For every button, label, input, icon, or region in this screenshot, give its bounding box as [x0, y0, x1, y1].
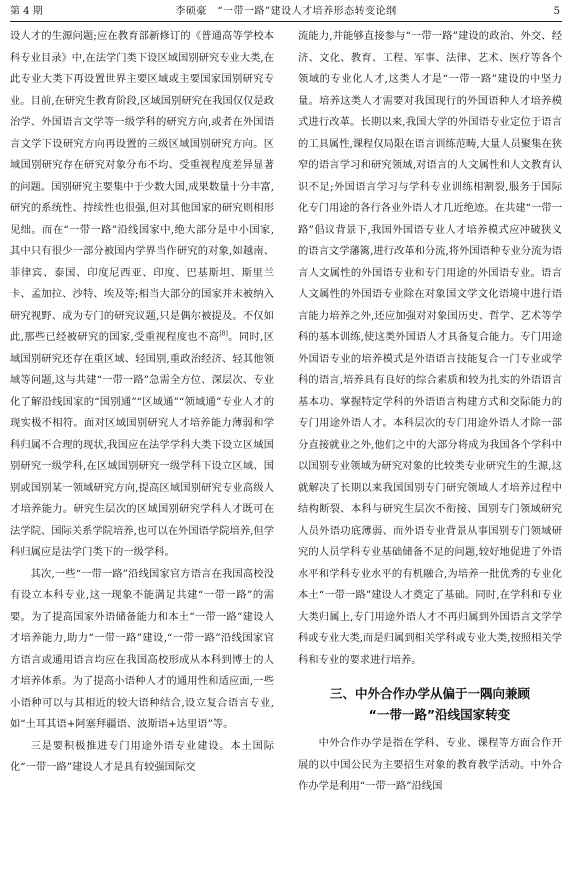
paragraph-text: 设人才的生源问题;应在教育部新修订的《普通高等学校本科专业目录》中,在法学门类下设区域国别研究专业大类,在此专业大类下再设置世界主要区域或主要国家国别研究专业。目前,在研究生教育阶段,区域国别研究在我国仅仅是政治学、外国语言文学等一级学科的研究方向,或者在外国语言文学下设研究方向再设置的三级区域国别研究方向。区域国别研究存在研究对象分布不均、受重视程度差异显著的问题。国别研究主要集中于少数大国,成果数量十分丰富,研究的系统性、持续性也很强,但对其他国家的研究则相形见绌。而在“一带一路”沿线国家中,绝大部分是中小国家,其中只有很少一部分被国内学界当作研究的对象,如越南、菲律宾、泰国、印度尼西亚、印度、巴基斯坦、斯里兰卡、孟加拉、沙特、埃及等;相当大部分的国家并未被纳入研究视野、成为专门的研究议题,只是偶尔被提及。不仅如此,那些已经被研究的国家,受重视程度也不高: [10, 30, 274, 343]
section-heading-line-2: “一带一路”沿线国家转变: [368, 707, 511, 722]
citation-reference[interactable]: [8]: [219, 330, 228, 338]
issue-number: 第 4 期: [10, 6, 43, 17]
running-title: 李硕豪 “一带一路”建设人才培养形态转变论纲: [175, 6, 397, 17]
right-column: [298, 26, 562, 798]
paragraph: 流能力,并能够直接参与“一带一路”建设的政治、外交、经济、文化、教育、工程、军事、法律、艺术、医疗等各个领域的专业化人才,这类人才是“一带一路”建设的中坚力量。培养这类人才需要对我国现行的外国语种人才培养模式进行改革。长期以来,我国大学的外国语专业定位于语言的工具属性,课程仅局限在语言训练范畴,大量人员聚集在狭窄的语言学习和研究领域,对语言的人文属性和人文教育认识不足;外国语言学习与学科专业训练相割裂,服务于国际化专门用途的各行各业外语人才几近绝迹。在共建“一带一路”倡议背景下,我国外国语专业人才培养模式应冲破狭义的语言文学藩篱,进行改革和分流,将外国语种专业分流为语言人文属性的外国语专业和专门用途的外国语专业。语言人文属性的外国语专业除在对象国文学文化语境中进行语言能力培养之外,还应加强对对象国历史、哲学、艺术等学科的基本训练,使这类外国语人才具备复合能力。专门用途外国语专业的培养模式是外语语言技能复合一门专业或学科的语言,培养具有良好的综合素质和较为扎实的外语语言基本功、掌握特定学科的外语语言构建方式和交际能力的专门用途外语人才。本科层次的专门用途外语人才除一部分直接就业之外,他们之中的大部分将成为我国各个学科中以国别专业领域为研究对象的比较类专业研究生的生源,这就解决了长期以来我国国别专门研究领域人才培养过程中结构断裂、本科与研究生层次不衔接、国别专门领域研究人员外语功底薄弱、而外语专业背景从事国别专门领域研究的人员学科专业基础储备不足的问题,较好地促进了外语水平和学科专业水平的有机融合,为培养一批优秀的专业化本土“一带一路”建设人才奠定了基础。同时,在学科和专业大类归属上,专门用途外语人才不再归属到外国语言文学学科或专业大类,而是归属到相关学科或专业大类,按照相关学科和专业的要求进行培养。: [298, 30, 562, 666]
left-column: [10, 26, 274, 779]
running-header: [10, 3, 562, 22]
paragraph: 中外合作办学是指在学科、专业、课程等方面合作开展的以中国公民为主要招生对象的教育教学活动。中外合作办学是利用“一带一路”沿线国: [298, 737, 562, 792]
paragraph: 其次,一些“一带一路”沿线国家官方语言在我国高校没有设立本科专业,这一现象不能满足共建“一带一路”的需要。为了提高国家外语储备能力和本土“一带一路”建设人才培养能力,助力“一带一路”建设,“一带一路”沿线国家官方语言或通用语言均应在我国高校形成从本科到博士的人才培养体系。为了提高小语种人才的通用性和适应面,一些小语种可以与其相近的较大语种结合,设立复合语言专业,如“土耳其语+阿塞拜疆语、波斯语+达里语”等。: [10, 567, 274, 730]
section-heading-line-1: 三、中外合作办学从偏于一隅向兼顾: [329, 686, 530, 701]
paragraph: [10, 26, 274, 564]
paragraph: 三是要积极推进专门用途外语专业建设。本土国际化“一带一路”建设人才是具有较强国际交: [10, 739, 274, 773]
paragraph-text: 。同时,区域国别研究还存在重区域、轻国别,重政治经济、轻其他领域等问题,这与共建“一带一路”急需全方位、深层次、专业化了解沿线国家的“国别通”“区域通”“领域通”专业人才的现实极不相符。面对区域国别研究人才培养能力薄弱和学科归属不合理的现状,我国应在法学学科大类下设立区域国别研究一级学科,在区域国别研究一级学科下设立区域、国别或国别某一领域研究方向,提高区域国别研究专业高级人才培养能力。研究生层次的区域国别研究学科人才既可在法学院、国际关系学院培养,也可以在外国语学院培养,但学科归属应是法学门类下的一级学科。: [10, 331, 275, 558]
page-number: 5: [553, 6, 560, 17]
section-heading: [298, 683, 562, 725]
